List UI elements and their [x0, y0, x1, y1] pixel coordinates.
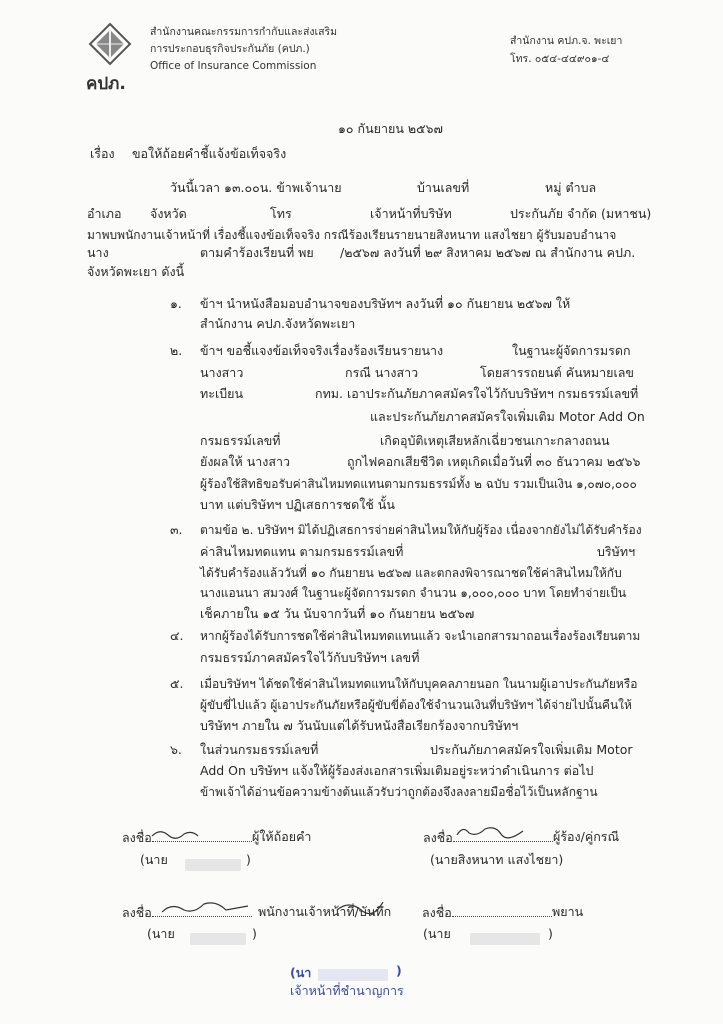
item3-line4: นางแอนนา สมวงศ์ ในฐานะผู้จัดการมรดก จำนวน ๑,๐๐๐,๐๐๐ บาท โดยทำจ่ายเป็น [200, 586, 627, 600]
oic-logo-icon [88, 22, 132, 66]
item6-line1-a: ในส่วนกรมธรรม์เลขที่ [200, 742, 319, 757]
sign-label-complainant: ลงชื่อ [423, 829, 553, 846]
officer-signature-icon [160, 898, 250, 916]
giver-name-open: (นาย [140, 852, 168, 867]
intro-line5: จังหวัดพะเยา ดังนี้ [87, 264, 185, 279]
item2-num: ๒. [170, 343, 183, 358]
item3-num: ๓. [170, 522, 183, 537]
intro-line3: มาพบพนักงานเจ้าหน้าที่ เรื่องชี้แจงข้อเท็จจริง กรณีร้องเรียนรายนายสิงหนาท แสงไชยา ผู้รับมอบอำนาจ [87, 228, 617, 242]
item5-line2: ผู้ขับขี่ไปแล้ว ผู้เอาประกันภัยหรือผู้ขับขี่ต้องใช้จำนวนเงินที่บริษัทฯ ได้จ่ายไปนั้นคืนให้ [200, 698, 632, 712]
intro-line4-a: นาง [87, 245, 109, 260]
item2-line3-a: ทะเบียน [200, 386, 244, 401]
stamp-name-close: ) [396, 963, 402, 978]
item4-line1: หากผู้ร้องได้รับการชดใช้ค่าสินไหมทดแทนแล้ว จะนำเอกสารมาถอนเรื่องร้องเรียนตาม [200, 629, 641, 643]
item2-line1-b: ในฐานะผู้จัดการมรดก [512, 343, 631, 358]
giver-name-redacted [185, 854, 241, 873]
officer-name-open: (นาย [147, 926, 175, 941]
item1-line1: ข้าฯ นำหนังสือมอบอำนาจของบริษัทฯ ลงวันที่ ๑๐ กันยายน ๒๕๖๗ ให้ [200, 296, 571, 311]
item2-line8: บาท แต่บริษัทฯ ปฏิเสธการชดใช้ นั้น [200, 497, 395, 512]
intro-line1-c: หมู่ ตำบล [545, 180, 597, 195]
item6-line3: ข้าพเจ้าได้อ่านข้อความข้างต้นแล้วรับว่าถูกต้องจึงลงลายมือชื่อไว้เป็นหลักฐาน [200, 785, 598, 799]
org-name-line1: สำนักงานคณะกรรมการกำกับและส่งเสริม [150, 26, 338, 38]
item3-line5: เช็คภายใน ๑๕ วัน นับจากวันที่ ๑๐ กันยายน ๒๕๖๗ [200, 606, 475, 621]
witness-name-redacted [470, 928, 540, 947]
complainant-signature-icon [455, 823, 525, 839]
witness-name-open: (นาย [423, 926, 451, 941]
intro-line2-c: โทร [270, 206, 292, 221]
item2-line4: และประกันภัยภาคสมัครใจเพิ่มเติม Motor Add On [370, 409, 645, 424]
giver-signature-icon [150, 826, 200, 840]
complainant-role: ผู้ร้อง/คู่กรณี [553, 829, 620, 844]
item2-line2-c: โดยสารรถยนต์ คันหมายเลข [480, 365, 634, 380]
org-name-line2: การประกอบธุรกิจประกันภัย (คปภ.) [150, 43, 310, 55]
giver-name-close: ) [246, 852, 251, 867]
officer-name-redacted [190, 928, 246, 947]
item1-line2: สำนักงาน คปภ.จังหวัดพะเยา [200, 316, 356, 331]
item5-line3: บริษัทฯ ภายใน ๗ วันนับแต่ได้รับหนังสือเรียกร้องจากบริษัทฯ [200, 718, 519, 733]
item2-line7: ผู้ร้องใช้สิทธิขอรับค่าสินไหมทดแทนตามกรมธรรม์ทั้ง ๒ ฉบับ รวมเป็นเงิน ๑,๐๗๐,๐๐๐ [200, 477, 637, 491]
intro-line2-e: ประกันภัย จำกัด (มหาชน) [510, 206, 652, 221]
intro-line4-c: /๒๕๖๗ ลงวันที่ ๒๙ สิงหาคม ๒๕๖๗ ณ สำนักงาน คปภ. [340, 245, 636, 260]
intro-line4-b: ตามคำร้องเรียนที่ พย [200, 245, 314, 260]
item5-line1: เมื่อบริษัทฯ ได้ชดใช้ค่าสินไหมทดแทนให้กับบุคคลภายนอก ในนามผู้เอาประกันภัยหรือ [200, 677, 638, 691]
officer-name-close: ) [252, 926, 257, 941]
officer-role: พนักงานเจ้าหน้าที่/บันทึก [258, 904, 392, 919]
item2-line3-b: กทม. เอาประกันภัยภาคสมัครใจไว้กับบริษัทฯ กรมธรรม์เลขที่ [315, 386, 639, 401]
intro-line2-b: จังหวัด [150, 206, 187, 221]
witness-name-close: ) [548, 926, 553, 941]
document-date: ๑๐ กันยายน ๒๕๖๗ [338, 121, 443, 136]
office-name: สำนักงาน คปภ.จ. พะเยา [510, 35, 623, 47]
item2-line6-b: ถูกไฟคอกเสียชีวิต เหตุเกิดเมื่อวันที่ ๓๐ ธันวาคม ๒๕๖๖ [347, 454, 641, 469]
sign-label-officer: ลงชื่อ [122, 904, 252, 921]
item2-line6-a: ยังผลให้ นางสาว [200, 454, 291, 469]
item6-line1-b: ประกันภัยภาคสมัครใจเพิ่มเติม Motor [430, 742, 633, 757]
item3-line1: ตามข้อ ๒. บริษัทฯ มิได้ปฏิเสธการจ่ายค่าสินไหมให้กับผู้ร้อง เนื่องจากยังไม่ได้รับคำร้อง [200, 523, 642, 537]
item6-line2: Add On บริษัทฯ แจ้งให้ผู้ร้องส่งเอกสารเพิ่มเติมอยู่ระหว่าดำเนินการ ต่อไป [200, 763, 594, 778]
intro-line1-a: วันนี้เวลา ๑๓.๐๐น. ข้าพเจ้านาย [170, 180, 342, 195]
giver-role: ผู้ให้ถ้อยคำ [252, 829, 312, 844]
sign-label-giver: ลงชื่อ [122, 829, 252, 846]
org-name-english: Office of Insurance Commission [150, 60, 317, 72]
intro-line2-d: เจ้าหน้าที่บริษัท [370, 206, 452, 221]
item6-num: ๖. [170, 742, 182, 757]
item3-line2-b: บริษัทฯ [597, 544, 636, 559]
sign-label-witness: ลงชื่อ [422, 904, 552, 921]
intro-line1-b: บ้านเลขที่ [417, 180, 470, 195]
stamp-title: เจ้าหน้าที่ชำนาญการ [290, 983, 404, 998]
item4-num: ๔. [170, 628, 184, 643]
officer-extra-mark-icon [335, 898, 385, 916]
office-phone: โทร. ๐๕๔-๔๔๙๐๑-๔ [510, 53, 610, 65]
stamp-name-open: (นา [290, 965, 312, 980]
item2-line2-a: นางสาว [200, 365, 244, 380]
logo-text: คปภ. [86, 74, 126, 94]
item3-line3: ได้รับคำร้องแล้ววันที่ ๑๐ กันยายน ๒๕๖๗ และตกลงพิจารณาชดใช้ค่าสินไหมให้กับ [200, 566, 622, 580]
item4-line2: กรมธรรม์ภาคสมัครใจไว้กับบริษัทฯ เลขที่ [200, 650, 420, 665]
subject-text: ขอให้ถ้อยคำชี้แจ้งข้อเท็จจริง [132, 146, 287, 161]
intro-line2-a: อำเภอ [87, 206, 122, 221]
item2-line1-a: ข้าฯ ขอชี้แจงข้อเท็จจริงเรื่องร้องเรียนรายนาง [200, 343, 444, 358]
item2-line5-a: กรมธรรม์เลขที่ [200, 433, 281, 448]
item1-num: ๑. [170, 296, 182, 311]
item2-line2-b: กรณี นางสาว [345, 365, 419, 380]
witness-role: พยาน [552, 904, 584, 919]
item3-line2-a: ค่าสินไหมทดแทน ตามกรมธรรม์เลขที่ [200, 544, 404, 559]
complainant-name: (นายสิงหนาท แสงไชยา) [430, 852, 564, 867]
item5-num: ๕. [170, 676, 184, 691]
item2-line5-b: เกิดอุบัติเหตุเสียหลักเฉี่ยวชนเกาะกลางถนน [380, 433, 610, 448]
subject-label: เรื่อง [90, 146, 115, 161]
